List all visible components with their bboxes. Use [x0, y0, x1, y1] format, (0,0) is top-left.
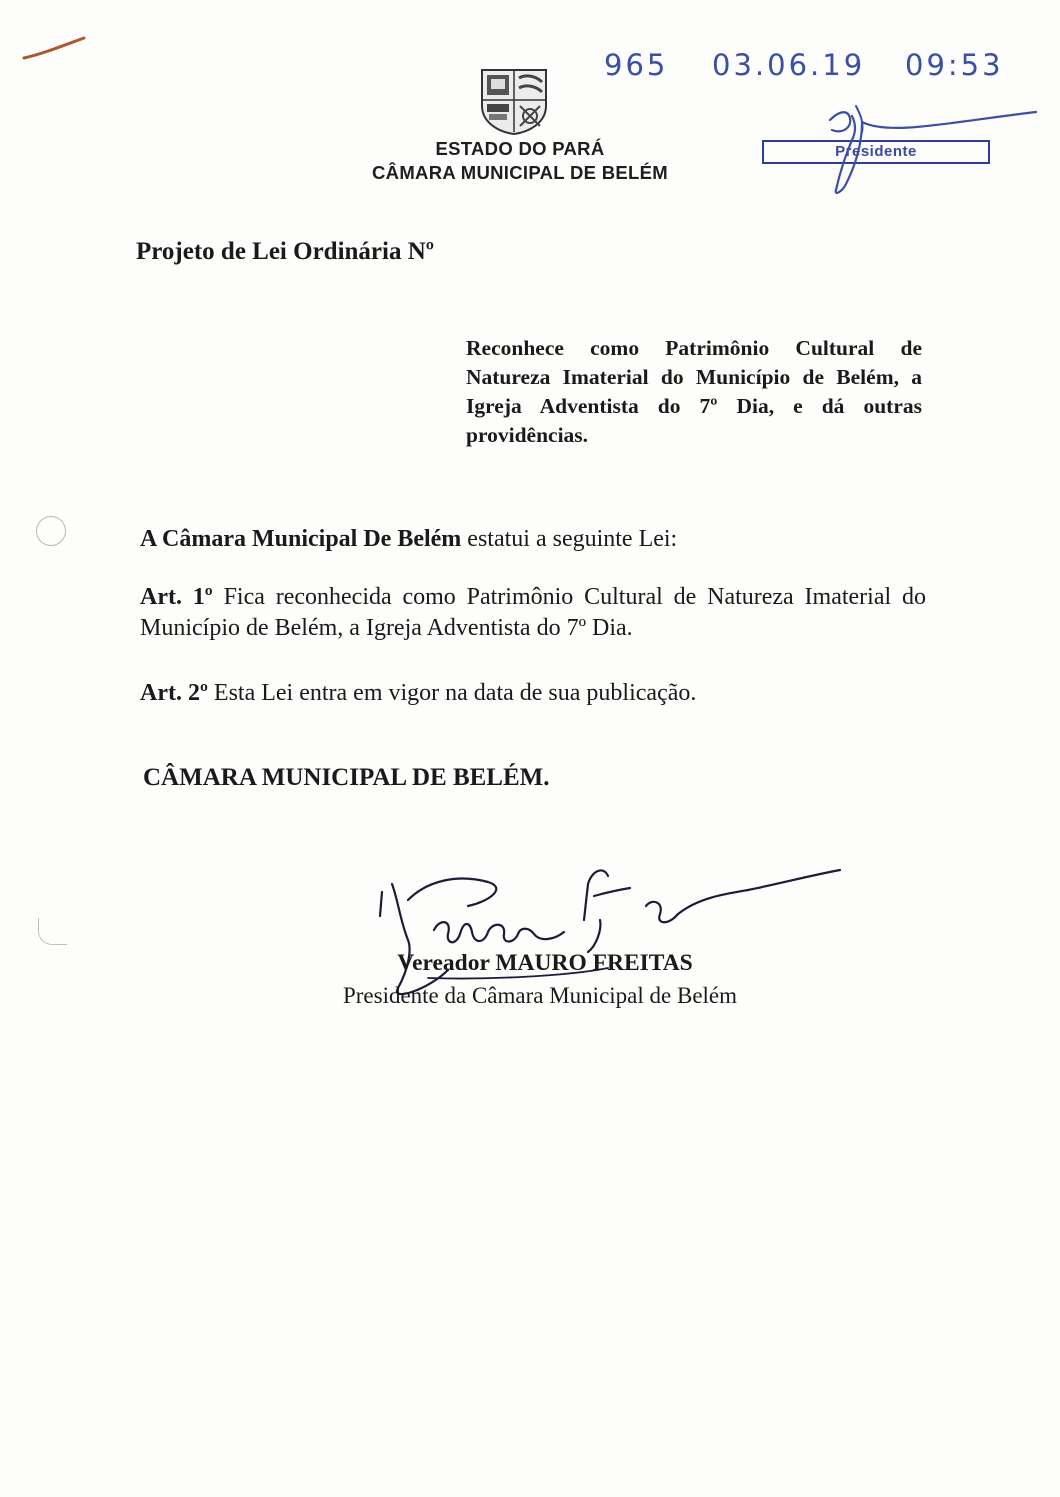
- article-2-text: Esta Lei entra em vigor na data de sua publicação.: [207, 680, 697, 706]
- closing-line: CÂMARA MUNICIPAL DE BELÉM.: [143, 764, 550, 791]
- preamble: [140, 524, 926, 555]
- bill-ementa: Reconhece como Patrimônio Cultural de Natureza Imaterial do Município de Belém, a Igreja Adventista do 7º Dia, e dá outras providências.: [466, 336, 922, 447]
- punch-hole: [38, 918, 67, 945]
- punch-hole: [36, 516, 66, 546]
- signatory-role: Presidente da Câmara Municipal de Belém: [342, 983, 738, 1008]
- article-1-label: Art. 1º: [140, 584, 213, 610]
- article-1-text: Fica reconhecida como Patrimônio Cultural de Natureza Imaterial do Município de Belém, a Igreja Adventista do 7º Dia.: [140, 584, 926, 641]
- article-2-label: Art. 2º: [140, 680, 208, 706]
- preamble-bold: A Câmara Municipal De Belém: [140, 526, 462, 552]
- pen-mark: [22, 34, 92, 64]
- president-initial-signature: [800, 92, 1040, 202]
- article-2: [140, 678, 926, 709]
- preamble-rest: estatui a seguinte Lei:: [461, 526, 678, 552]
- article-1: [140, 582, 926, 644]
- bill-title: Projeto de Lei Ordinária Nº: [136, 238, 435, 265]
- coat-of-arms-icon: [478, 66, 550, 136]
- presidente-stamp: Presidente: [762, 140, 990, 164]
- signatory-name: Vereador MAURO FREITAS: [397, 950, 693, 976]
- protocol-date: 03.06.19: [712, 48, 866, 82]
- protocol-number: 965: [604, 48, 669, 82]
- header-chamber: CÂMARA MUNICIPAL DE BELÉM: [372, 162, 668, 183]
- protocol-time: 09:53: [905, 48, 1004, 82]
- header-state: ESTADO DO PARÁ: [435, 138, 605, 159]
